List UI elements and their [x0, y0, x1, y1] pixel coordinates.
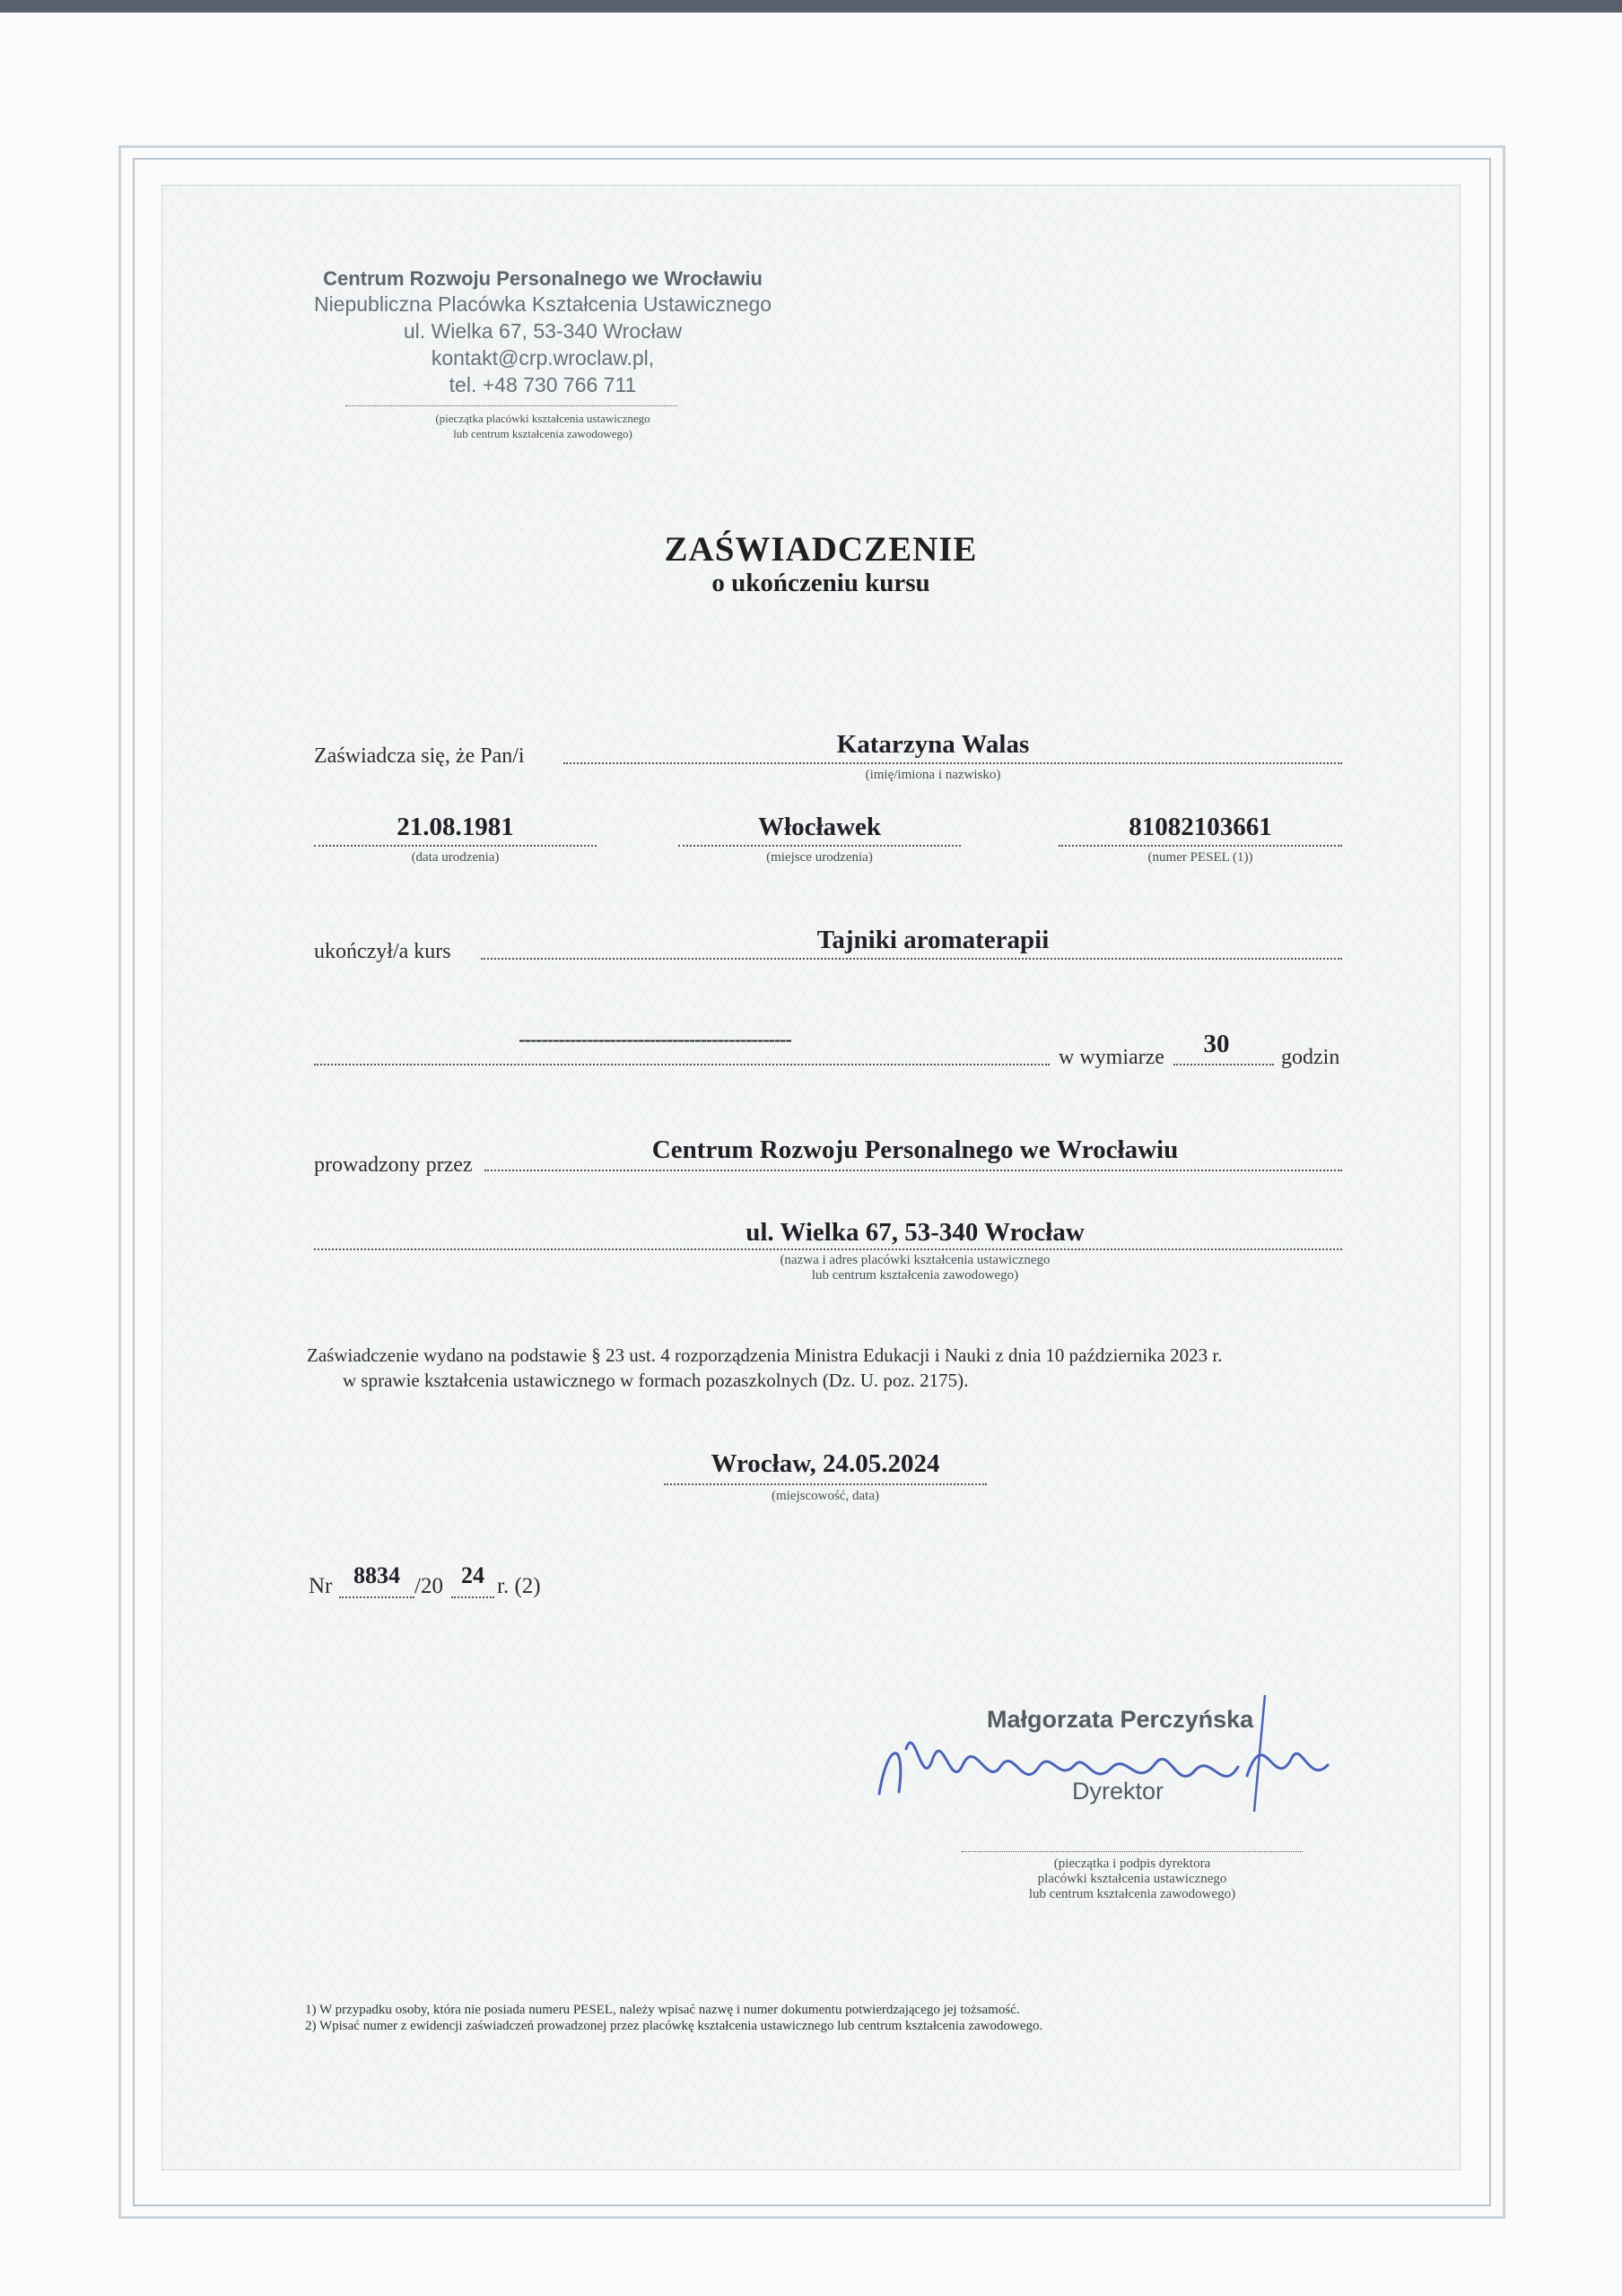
hours-unit: godzin: [1281, 1046, 1340, 1069]
number-mid: /20: [414, 1574, 443, 1598]
course-name: Tajniki aromaterapii: [816, 926, 1050, 954]
provider-address: ul. Wielka 67, 53-340 Wrocław: [746, 1218, 1085, 1247]
number-value: 8834: [353, 1562, 400, 1588]
provider-caption-1: (nazwa i adres placówki kształcenia ustawicznego: [780, 1253, 1051, 1267]
provider-caption-2: lub centrum kształcenia zawodowego): [811, 1268, 1019, 1283]
document-title: ZAŚWIADCZENIE: [664, 530, 978, 569]
stamp-line-2: Niepubliczna Placówka Kształcenia Ustawicznego: [313, 292, 772, 316]
director-caption-3: lub centrum kształcenia zawodowego): [1028, 1887, 1236, 1901]
intro-label: Zaświadcza się, że Pan/i: [314, 744, 525, 768]
name-caption: (imię/imiona i nazwisko): [865, 768, 1001, 782]
number-suffix: r. (2): [497, 1574, 541, 1598]
number-dotline: [339, 1596, 414, 1598]
legal-basis: [307, 1343, 1365, 1393]
provider-address-dotline: [314, 1248, 1342, 1250]
provider-caption: [538, 1253, 1292, 1283]
birth-date-dotline: [314, 845, 597, 847]
legal-line-2: w sprawie kształcenia ustawicznego w formach pozaszkolnych (Dz. U. poz. 2175).: [343, 1370, 969, 1391]
course-second-line: ------------------------------------------------: [519, 1028, 791, 1050]
stamp-line-1: Centrum Rozwoju Personalnego we Wrocławiu: [323, 267, 763, 290]
person-name: Katarzyna Walas: [836, 730, 1030, 759]
director-caption: [953, 1857, 1312, 1902]
stamp-line-3: ul. Wielka 67, 53-340 Wrocław: [403, 319, 683, 343]
footnote-2: 2) Wpisać numer z ewidencji zaświadczeń prowadzonej przez placówkę kształcenia ustawicznego lub centrum kształcenia zawodowego.: [305, 2019, 1043, 2033]
hours-dotline: [1173, 1064, 1274, 1065]
year-dotline: [451, 1596, 494, 1598]
director-name: Małgorzata Perczyńska: [987, 1706, 1254, 1733]
stamp-line-5: tel. +48 730 766 711: [449, 373, 637, 396]
stamp-caption-1: (pieczątka placówki kształcenia ustawicznego: [435, 412, 650, 425]
course-label: ukończył/a kurs: [314, 940, 451, 963]
document-subtitle: o ukończeniu kursu: [711, 569, 930, 597]
issue-dotline: [664, 1483, 987, 1485]
course-dotline: [481, 958, 1342, 960]
course-second-dotline: [314, 1064, 1050, 1065]
stamp-caption-2: lub centrum kształcenia zawodowego): [453, 427, 632, 440]
provider-dotline: [484, 1170, 1342, 1171]
pesel-number: 81082103661: [1129, 813, 1272, 841]
provider-label: prowadzony przez: [314, 1153, 473, 1177]
footnotes: [305, 2002, 1382, 2034]
name-dotline: [563, 762, 1342, 764]
hours-value: 30: [1203, 1030, 1230, 1058]
director-caption-1: (pieczątka i podpis dyrektora: [1053, 1857, 1211, 1871]
director-caption-2: placówki kształcenia ustawicznego: [1037, 1872, 1227, 1886]
birth-date-caption: (data urodzenia): [411, 850, 500, 865]
issue-place-date: Wrocław, 24.05.2024: [711, 1449, 940, 1478]
institution-stamp: [296, 267, 789, 398]
legal-line-1: Zaświadczenie wydano na podstawie § 23 ust. 4 rozporządzenia Ministra Edukacji i Nauki z dnia 10 października 2023 r.: [307, 1344, 1223, 1366]
birth-place-dotline: [678, 845, 961, 847]
number-year: 24: [461, 1562, 484, 1588]
provider-name: Centrum Rozwoju Personalnego we Wrocławiu: [651, 1135, 1179, 1164]
director-role: Dyrektor: [1072, 1778, 1164, 1805]
number-prefix: Nr: [309, 1574, 333, 1598]
stamp-dotline: [345, 405, 677, 406]
birth-place: Włocławek: [758, 813, 881, 841]
hours-label: w wymiarze: [1059, 1046, 1164, 1069]
director-dotline: [962, 1851, 1303, 1852]
stamp-line-4: kontakt@crp.wroclaw.pl,: [431, 346, 655, 370]
pesel-dotline: [1059, 845, 1342, 847]
stamp-caption: [296, 411, 789, 441]
director-signature: [870, 1686, 1337, 1821]
birth-place-caption: (miejsce urodzenia): [766, 850, 873, 865]
birth-date: 21.08.1981: [397, 813, 514, 841]
footnote-1: 1) W przypadku osoby, która nie posiada numeru PESEL, należy wpisać nazwę i numer dokumentu potwierdzającego jej tożsamość.: [305, 2003, 1020, 2017]
pesel-caption: (numer PESEL (1)): [1147, 850, 1253, 865]
issue-caption: (miejscowość, data): [772, 1489, 879, 1503]
